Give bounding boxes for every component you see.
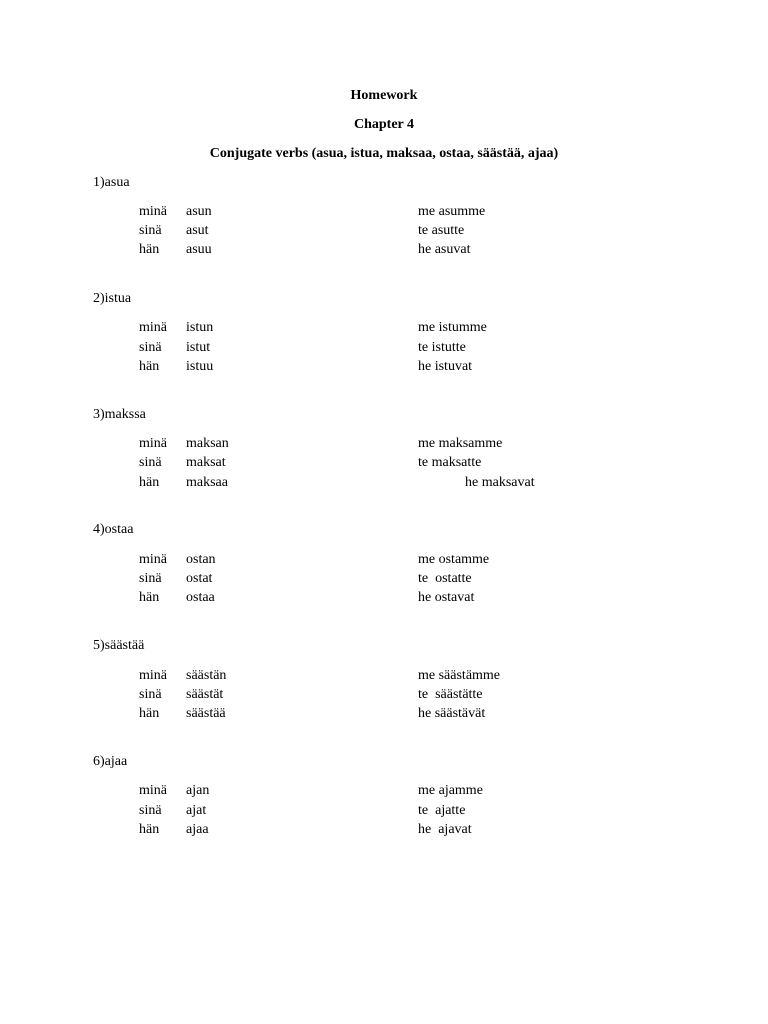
verb-form: istuu [186,359,214,374]
verb-form: istun [186,320,214,335]
section-label: 3)makssa [93,407,146,422]
pronoun: minä [139,320,167,335]
pronoun: sinä [139,223,162,238]
section-label: 6)ajaa [93,754,128,769]
pronoun: hän [139,242,160,257]
plural-form: te istutte [418,340,466,355]
instruction-heading: Conjugate verbs (asua, istua, maksaa, ostaa, säästää, ajaa) [209,146,559,161]
verb-form: ajan [186,783,210,798]
plural-form: te maksatte [418,455,482,470]
plural-form: te ostatte [418,571,472,586]
chapter-heading: Chapter 4 [353,117,415,132]
verb-form: säästää [186,706,226,721]
plural-form: te säästätte [418,687,483,702]
plural-form: me ostamme [418,552,490,567]
pronoun: hän [139,822,160,837]
verb-form: säästän [186,668,227,683]
plural-form: te ajatte [418,803,466,818]
verb-form: säästät [186,687,224,702]
plural-form: he maksavat [465,475,535,490]
verb-form: istut [186,340,211,355]
verb-form: asuu [186,242,212,257]
plural-form: he säästävät [418,706,486,721]
plural-form: me istumme [418,320,487,335]
pronoun: sinä [139,340,162,355]
verb-form: ajaa [186,822,209,837]
verb-form: ajat [186,803,207,818]
pronoun: minä [139,552,167,567]
pronoun: minä [139,436,167,451]
verb-form: maksaa [186,475,228,490]
plural-form: he ostavat [418,590,475,605]
plural-form: me maksamme [418,436,503,451]
pronoun: hän [139,590,160,605]
plural-form: me säästämme [418,668,501,683]
verb-form: maksat [186,455,226,470]
pronoun: hän [139,359,160,374]
pronoun: sinä [139,803,162,818]
pronoun: sinä [139,571,162,586]
pronoun: minä [139,204,167,219]
pronoun: sinä [139,455,162,470]
verb-form: asun [186,204,212,219]
verb-form: ostan [186,552,216,567]
plural-form: he ajavat [418,822,472,837]
plural-form: me ajamme [418,783,483,798]
section-label: 5)säästää [93,638,145,653]
pronoun: hän [139,706,160,721]
pronoun: hän [139,475,160,490]
plural-form: te asutte [418,223,465,238]
plural-form: me asumme [418,204,486,219]
pronoun: minä [139,783,167,798]
page-title: Homework [350,88,418,103]
plural-form: he istuvat [418,359,473,374]
pronoun: sinä [139,687,162,702]
pronoun: minä [139,668,167,683]
plural-form: he asuvat [418,242,471,257]
verb-form: asut [186,223,209,238]
section-label: 4)ostaa [93,522,134,537]
verb-form: ostat [186,571,213,586]
verb-form: ostaa [186,590,215,605]
verb-form: maksan [186,436,229,451]
section-label: 2)istua [93,291,132,306]
section-label: 1)asua [93,175,130,190]
